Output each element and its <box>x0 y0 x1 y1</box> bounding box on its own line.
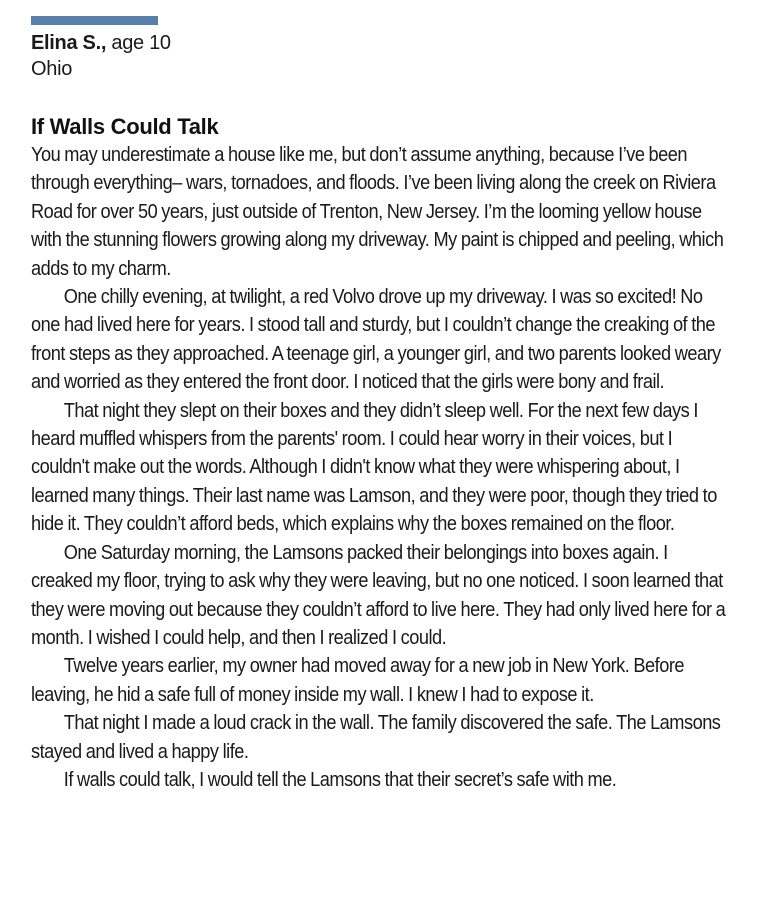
story-title: If Walls Could Talk <box>31 114 219 139</box>
header-accent-bar <box>31 16 158 25</box>
author-block <box>31 30 171 82</box>
story-article <box>31 113 731 794</box>
story-paragraph: If walls could talk, I would tell the Lamsons that their secret’s safe with me. <box>63 768 617 791</box>
story-paragraph: One Saturday morning, the Lamsons packed their belongings into boxes again. I creaked my floor, trying to ask why they were leaving, but no one noticed. I soon learned that they were moving out because they couldn’t afford to live here. They had only lived here for a month. I wished I could help, and then I realized I could. <box>31 541 726 649</box>
author-line <box>31 30 171 56</box>
story-body <box>31 141 731 794</box>
author-age: age 10 <box>111 32 171 54</box>
story-paragraph: That night I made a loud crack in the wall. The family discovered the safe. The Lamsons stayed and lived a happy life. <box>31 712 721 763</box>
story-paragraph: That night they slept on their boxes and they didn’t sleep well. For the next few days I heard muffled whispers from the parents' room. I could hear worry in their voices, but I couldn't make out the words. Although I didn't know what they were whispering about, I learned many things. Their last name was Lamson, and they were poor, though they tried to hide it. They couldn’t afford beds, which explains why the boxes remained on the floor. <box>31 399 717 536</box>
author-name: Elina S., <box>31 32 107 54</box>
story-paragraph: Twelve years earlier, my owner had moved away for a new job in New York. Before leaving, he hid a safe full of money inside my wall. I knew I had to expose it. <box>31 655 685 706</box>
author-state: Ohio <box>31 58 73 80</box>
story-paragraph: You may underestimate a house like me, but don’t assume anything, because I’ve been through everything– wars, tornadoes, and floods. I’ve been living along the creek on Riviera Road for over 50 years, just outside of Trenton, New Jersey. I’m the looming yellow house with the stunning flowers growing along my driveway. My paint is chipped and peeling, which adds to my charm. <box>31 144 724 280</box>
story-paragraph: One chilly evening, at twilight, a red Volvo drove up my driveway. I was so excited! No one had lived here for years. I stood tall and sturdy, but I couldn’t change the creaking of the front steps as they approached. A teenage girl, a younger girl, and two parents looked weary and worried as they entered the front door. I noticed that the girls were bony and frail. <box>31 286 721 394</box>
